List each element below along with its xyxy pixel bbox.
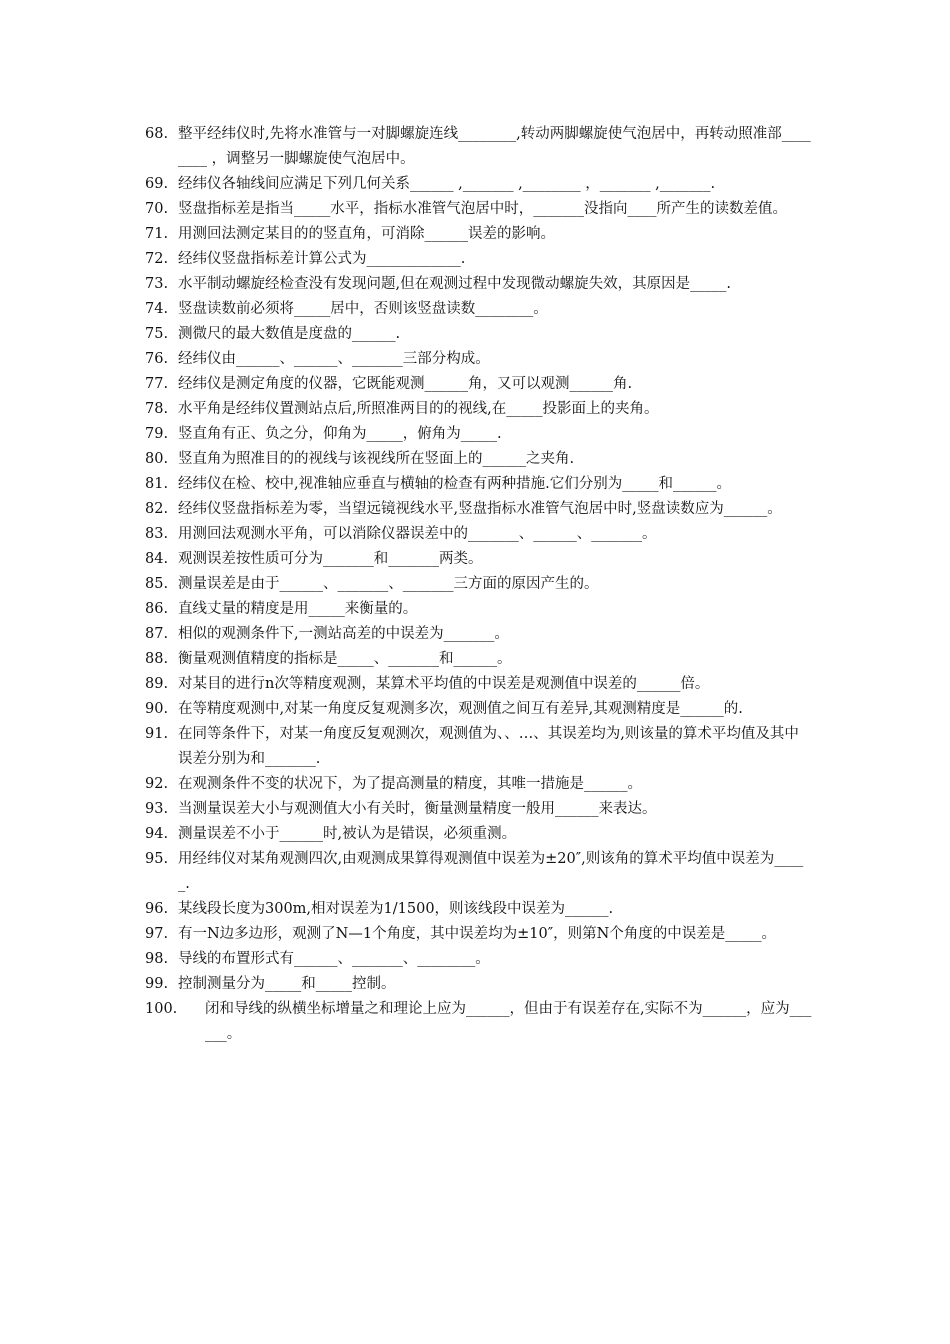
question-text: 观测误差按性质可分为_______和_______两类。 [178, 551, 483, 567]
question-text: 对某目的进行n次等精度观测，某算术平均值的中误差是观测值中误差的______倍。 [178, 676, 710, 692]
question-item [145, 647, 813, 672]
question-item [145, 297, 813, 322]
question-item [145, 997, 813, 1047]
question-number: 72. [145, 251, 169, 267]
question-text: 经纬仪竖盘指标差计算公式为_____________. [178, 251, 466, 267]
question-number: 83. [145, 526, 169, 542]
question-number: 97. [145, 926, 169, 942]
question-item [145, 172, 813, 197]
question-item [145, 697, 813, 722]
question-item [145, 972, 813, 997]
question-number: 99. [145, 976, 169, 992]
question-number: 75. [145, 326, 169, 342]
question-number: 88. [145, 651, 169, 667]
question-item [145, 347, 813, 372]
question-text: 相似的观测条件下,一测站高差的中误差为_______。 [178, 626, 509, 642]
question-item [145, 847, 813, 897]
question-text: 测量误差不小于______时,被认为是错误，必须重测。 [178, 826, 517, 842]
question-number: 78. [145, 401, 169, 417]
question-item [145, 397, 813, 422]
question-number: 90. [145, 701, 169, 717]
question-number: 74. [145, 301, 169, 317]
question-item [145, 947, 813, 972]
question-item [145, 122, 813, 172]
question-item [145, 572, 813, 597]
question-item [145, 772, 813, 797]
question-number: 93. [145, 801, 169, 817]
question-number: 86. [145, 601, 169, 617]
question-text: 竖直角有正、负之分，仰角为_____，俯角为_____. [178, 426, 502, 442]
question-number: 89. [145, 676, 169, 692]
question-item [145, 222, 813, 247]
question-item [145, 372, 813, 397]
question-text: 经纬仪是测定角度的仪器，它既能观测______角，又可以观测______角. [178, 376, 633, 392]
question-number: 94. [145, 826, 169, 842]
question-text: 某线段长度为300m,相对误差为1/1500，则该线段中误差为______. [178, 901, 614, 917]
question-item [145, 472, 813, 497]
question-text: 测微尺的最大数值是度盘的______. [178, 326, 401, 342]
question-item [145, 522, 813, 547]
question-number: 79. [145, 426, 169, 442]
question-item [145, 272, 813, 297]
question-number: 77. [145, 376, 169, 392]
question-number: 100. [145, 1001, 178, 1017]
question-number: 96. [145, 901, 169, 917]
question-number: 85. [145, 576, 169, 592]
question-item [145, 822, 813, 847]
question-text: 经纬仪由______、______、_______三部分构成。 [178, 351, 490, 367]
question-number: 98. [145, 951, 169, 967]
question-text: 在等精度观测中,对某一角度反复观测多次，观测值之间互有差异,其观测精度是______的. [178, 701, 743, 717]
question-number: 76. [145, 351, 169, 367]
question-number: 87. [145, 626, 169, 642]
question-number: 71. [145, 226, 169, 242]
question-item [145, 547, 813, 572]
question-text: 经纬仪竖盘指标差为零，当望远镜视线水平,竖盘指标水准管气泡居中时,竖盘读数应为______。 [178, 501, 782, 517]
question-text: 直线丈量的精度是用_____来衡量的。 [178, 601, 418, 617]
question-item [145, 422, 813, 447]
question-item [145, 897, 813, 922]
question-number: 80. [145, 451, 169, 467]
question-text: 衡量观测值精度的指标是_____、_______和______。 [178, 651, 512, 667]
question-list [145, 122, 813, 1047]
question-text: 经纬仪在检、校中,视准轴应垂直与横轴的检查有两种措施.它们分别为_____和______。 [178, 476, 731, 492]
question-text: 经纬仪各轴线间应满足下列几何关系______ ,_______ ,________ ，_______ ,_______. [178, 176, 716, 192]
question-text: 用测回法测定某目的的竖直角，可消除______误差的影响。 [178, 226, 555, 242]
question-text: 闭和导线的纵横坐标增量之和理论上应为______，但由于有误差存在,实际不为______，应为______。 [205, 1001, 812, 1042]
question-item [145, 447, 813, 472]
question-number: 68. [145, 126, 169, 142]
question-number: 91. [145, 726, 169, 742]
question-item [145, 497, 813, 522]
question-number: 95. [145, 851, 169, 867]
question-text: 用测回法观测水平角，可以消除仪器误差中的_______、______、_______。 [178, 526, 657, 542]
question-text: 整平经纬仪时,先将水准管与一对脚螺旋连线________,转动两脚螺旋使气泡居中，再转动照准部________ ，调整另一脚螺旋使气泡居中。 [178, 126, 811, 167]
question-number: 81. [145, 476, 169, 492]
question-text: 导线的布置形式有______、_______、________。 [178, 951, 490, 967]
question-item [145, 797, 813, 822]
question-item [145, 722, 813, 772]
question-item [145, 197, 813, 222]
question-item [145, 322, 813, 347]
question-text: 竖直角为照准目的的视线与该视线所在竖面上的______之夹角. [178, 451, 575, 467]
question-text: 水平角是经纬仪置测站点后,所照准两目的的视线,在_____投影面上的夹角。 [178, 401, 659, 417]
question-text: 当测量误差大小与观测值大小有关时，衡量测量精度一般用______来表达。 [178, 801, 657, 817]
question-number: 84. [145, 551, 169, 567]
question-text: 在同等条件下，对某一角度反复观测次，观测值为、、…、其误差均为,则该量的算术平均值及其中误差分别为和_______. [178, 726, 799, 767]
question-item [145, 597, 813, 622]
question-text: 竖盘读数前必须将_____居中，否则该竖盘读数________。 [178, 301, 548, 317]
question-text: 水平制动螺旋经检查没有发现问题,但在观测过程中发现微动螺旋失效，其原因是_____. [178, 276, 731, 292]
question-item [145, 247, 813, 272]
question-text: 测量误差是由于______、_______、_______三方面的原因产生的。 [178, 576, 599, 592]
question-text: 竖盘指标差是指当_____水平，指标水准管气泡居中时，_______没指向____所产生的读数差值。 [178, 201, 787, 217]
question-number: 69. [145, 176, 169, 192]
question-item [145, 922, 813, 947]
question-item [145, 622, 813, 647]
question-text: 控制测量分为_____和_____控制。 [178, 976, 396, 992]
question-text: 在观测条件不变的状况下，为了提高测量的精度，其唯一措施是______。 [178, 776, 642, 792]
question-item [145, 672, 813, 697]
question-text: 用经纬仪对某角观测四次,由观测成果算得观测值中误差为±20″,则该角的算术平均值中误差为_____. [178, 851, 804, 892]
question-text: 有一N边多边形，观测了N—1个角度，其中误差均为±10″，则第N个角度的中误差是_____。 [178, 926, 777, 942]
question-number: 92. [145, 776, 169, 792]
question-number: 82. [145, 501, 169, 517]
question-number: 73. [145, 276, 169, 292]
question-number: 70. [145, 201, 169, 217]
